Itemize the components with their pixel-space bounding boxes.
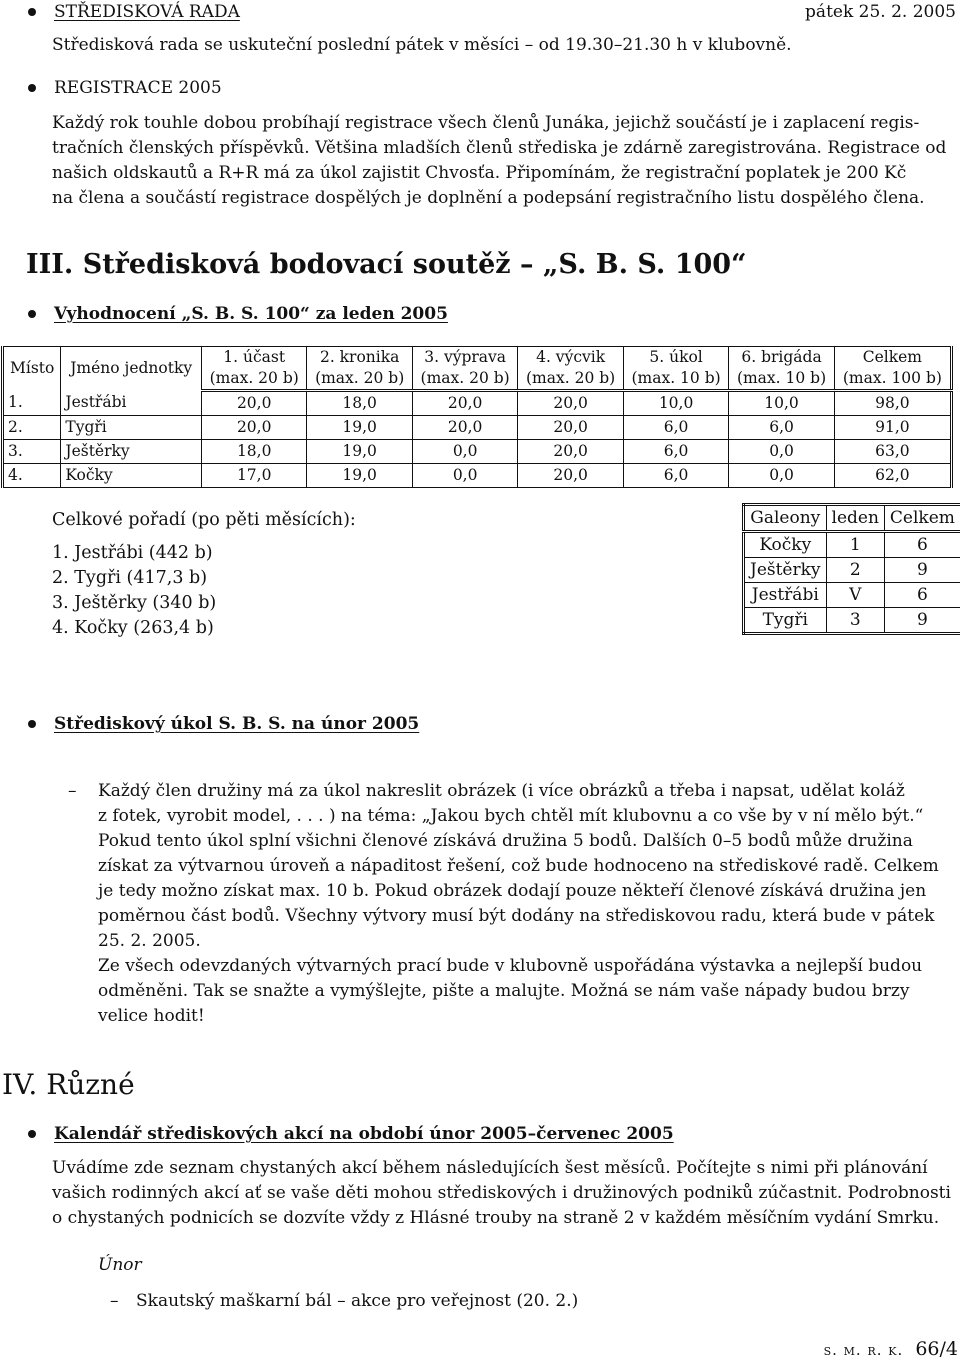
table-row [744, 558, 960, 583]
col-header-ukol: 5. úkol [623, 347, 728, 369]
col-header-ucast: 1. účast [201, 347, 306, 369]
col-header-brigada: 6. brigáda [729, 347, 834, 369]
cell-celkem: 63,0 [834, 440, 951, 464]
cell-jmeno: Tygři [61, 416, 202, 440]
cell-vycvik: 20,0 [518, 416, 623, 440]
table-row [3, 464, 952, 488]
cell-ucast: 17,0 [201, 464, 306, 488]
col-header-celkem: Celkem [834, 347, 951, 369]
cell-misto: 2. [3, 416, 61, 440]
text-line: našich oldskautů a R+R má za úkol zajistit Chvosťa. Připomínám, že registrační poplatek je 200 Kč [52, 163, 907, 183]
text-line: vašich rodinných akcí ať se vaše děti mohou střediskových i družinových podniků zúčastnit. Podrobnosti [52, 1183, 951, 1203]
cell-brigada: 0,0 [729, 464, 834, 488]
col-max-brigada: (max. 10 b) [729, 368, 834, 391]
list-item: 1. Jestřábi (442 b) [52, 543, 213, 563]
cell-ukol: 6,0 [623, 464, 728, 488]
text-line: na člena a součástí registrace dospělých je doplnění a podepsání registračního listu dospělého člena. [52, 188, 925, 208]
registrace-title: REGISTRACE 2005 [54, 78, 222, 98]
cell-ukol: 6,0 [623, 416, 728, 440]
cell-vycvik: 20,0 [518, 440, 623, 464]
cell-vyprava: 20,0 [412, 416, 517, 440]
cell-kronika: 19,0 [307, 440, 412, 464]
cell-vyprava: 20,0 [412, 391, 517, 416]
rada-text: Středisková rada se uskuteční poslední pátek v měsíci – od 19.30–21.30 h v klubovně. [52, 35, 792, 55]
kalendar-title: Kalendář střediskových akcí na období únor 2005–červenec 2005 [54, 1124, 674, 1144]
cell-ucast: 18,0 [201, 440, 306, 464]
text-line: tračních členských příspěvků. Většina mladších členů střediska je zdárně zaregistrována. Registrace od [52, 138, 947, 158]
text-line: získat za výtvarnou úroveň a nápaditost řešení, což bude hodnoceno na střediskové radě. Celkem [98, 856, 939, 876]
cell-celkem: 91,0 [834, 416, 951, 440]
cell-ukol: 10,0 [623, 391, 728, 416]
cell-vycvik: 20,0 [518, 391, 623, 416]
text-line: je tedy možno získat max. 10 b. Pokud obrázek dodají pouze někteří členové získává družina jen [98, 881, 927, 901]
table-row [3, 440, 952, 464]
cell-kronika: 19,0 [307, 464, 412, 488]
cell-brigada: 6,0 [729, 416, 834, 440]
col-max-celkem: (max. 100 b) [834, 368, 951, 391]
event-dash-icon: – [110, 1291, 119, 1311]
cell-ucast: 20,0 [201, 416, 306, 440]
col-max-ukol: (max. 10 b) [623, 368, 728, 391]
bullet-icon [28, 310, 36, 318]
text-line: poměrnou část bodů. Všechny výtvory musí být dodány na střediskovou radu, která bude v pátek [98, 906, 935, 926]
bullet-icon [28, 8, 36, 16]
col-max-kronika: (max. 20 b) [307, 368, 412, 391]
cell-brigada: 0,0 [729, 440, 834, 464]
cell-celkem: 6 [884, 532, 960, 558]
cell-jmeno: Ještěrky [61, 440, 202, 464]
list-item: 3. Ještěrky (340 b) [52, 593, 217, 613]
rada-date: pátek 25. 2. 2005 [805, 2, 956, 22]
cell-ucast: 20,0 [201, 391, 306, 416]
table-row [744, 608, 960, 634]
col-max-vycvik: (max. 20 b) [518, 368, 623, 391]
cell-celkem: 9 [884, 608, 960, 634]
cell-leden: 2 [826, 558, 884, 583]
text-line: 25. 2. 2005. [98, 931, 201, 951]
cell-name: Jestřábi [744, 583, 827, 608]
overall-ranking [52, 508, 356, 641]
score-table [1, 346, 953, 488]
text-line: Každý rok touhle dobou probíhají registrace všech členů Junáka, jejichž součástí je i zaplacení regis- [52, 113, 920, 133]
col-header-misto: Místo [3, 347, 61, 391]
cell-name: Ještěrky [744, 558, 827, 583]
cell-celkem: 62,0 [834, 464, 951, 488]
page-footer [824, 1337, 958, 1363]
col-header-vyprava: 3. výprava [412, 347, 517, 369]
cell-misto: 4. [3, 464, 61, 488]
dash-icon: – [68, 781, 77, 801]
bullet-icon [28, 720, 36, 728]
vyhodnoceni-title: Vyhodnocení „S. B. S. 100“ za leden 2005 [54, 304, 448, 324]
text-line: velice hodit! [98, 1006, 205, 1026]
section4-title: IV. Různé [2, 1068, 135, 1101]
cell-ukol: 6,0 [623, 440, 728, 464]
list-item: 4. Kočky (263,4 b) [52, 618, 214, 638]
registrace-text [52, 111, 960, 211]
cell-kronika: 18,0 [307, 391, 412, 416]
cell-leden: V [826, 583, 884, 608]
text-line: Ze všech odevzdaných výtvarných prací bude v klubovně uspořádána výstavka a nejlepší budou [98, 956, 923, 976]
ukol-title: Střediskový úkol S. B. S. na únor 2005 [54, 714, 420, 734]
text-line: odměněni. Tak se snažte a vymýšlejte, pište a malujte. Možná se nám vaše nápady budou brzy [98, 981, 910, 1001]
text-line: Uvádíme zde seznam chystaných akcí během následujících šest měsíců. Počítejte s nimi při plánování [52, 1158, 928, 1178]
col-max-vyprava: (max. 20 b) [412, 368, 517, 391]
col-header-kronika: 2. kronika [307, 347, 412, 369]
cell-vycvik: 20,0 [518, 464, 623, 488]
table-row [3, 391, 952, 416]
cell-vyprava: 0,0 [412, 440, 517, 464]
cell-celkem: 9 [884, 558, 960, 583]
cell-jmeno: Jestřábi [61, 391, 202, 416]
cell-leden: 3 [826, 608, 884, 634]
cell-misto: 1. [3, 391, 61, 416]
col-header-leden: leden [826, 505, 884, 532]
table-row [3, 416, 952, 440]
galeony-table [742, 503, 960, 635]
text-line: Každý člen družiny má za úkol nakreslit obrázek (i více obrázků a třeba i napsat, udělat koláž [98, 781, 905, 801]
bullet-icon [28, 1130, 36, 1138]
cell-name: Kočky [744, 532, 827, 558]
cell-vyprava: 0,0 [412, 464, 517, 488]
footer-label: s. m. r. k. [823, 1341, 904, 1359]
cell-brigada: 10,0 [729, 391, 834, 416]
list-item: 2. Tygři (417,3 b) [52, 568, 208, 588]
rada-title: STŘEDISKOVÁ RADA [54, 2, 240, 22]
col-header-celkem: Celkem [884, 505, 960, 532]
galeony-table-header [744, 505, 960, 532]
col-max-ucast: (max. 20 b) [201, 368, 306, 391]
text-line: o chystaných podnicích se dozvíte vždy z Hlásné trouby na straně 2 v každém měsíčním vydání Smrku. [52, 1208, 940, 1228]
event-item: Skautský maškarní bál – akce pro veřejnost (20. 2.) [136, 1291, 579, 1311]
score-table-header [3, 347, 952, 369]
cell-name: Tygři [744, 608, 827, 634]
table-row [744, 532, 960, 558]
bullet-icon [28, 84, 36, 92]
cell-misto: 3. [3, 440, 61, 464]
page-number: 66/4 [915, 1338, 958, 1360]
text-line: z fotek, vyrobit model, . . . ) na téma: „Jakou bych chtěl mít klubovnu a co vše by v ní mělo být.“ [98, 806, 924, 826]
col-header-galeony: Galeony [744, 505, 827, 532]
overall-title: Celkové pořadí (po pěti měsících): [52, 510, 356, 530]
ukol-text [98, 779, 958, 1029]
cell-leden: 1 [826, 532, 884, 558]
section3-title: III. Středisková bodovací soutěž – „S. B. S. 100“ [26, 249, 747, 280]
cell-jmeno: Kočky [61, 464, 202, 488]
cell-celkem: 98,0 [834, 391, 951, 416]
kalendar-text [52, 1156, 960, 1231]
cell-celkem: 6 [884, 583, 960, 608]
cell-kronika: 19,0 [307, 416, 412, 440]
text-line: Pokud tento úkol splní všichni členové získává družina 5 bodů. Dalších 0–5 bodů může družina [98, 831, 913, 851]
month-label: Únor [98, 1255, 142, 1275]
table-row [744, 583, 960, 608]
col-header-vycvik: 4. výcvik [518, 347, 623, 369]
col-header-jmeno: Jméno jednotky [61, 347, 202, 391]
